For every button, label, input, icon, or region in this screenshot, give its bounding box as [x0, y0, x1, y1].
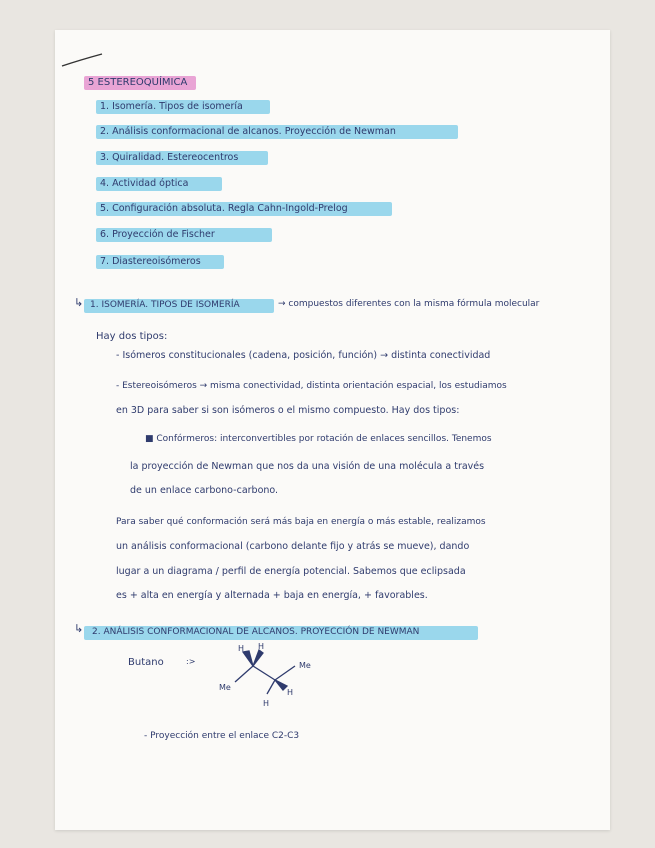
atom-h1: H [238, 644, 245, 653]
atom-h2: H [258, 642, 265, 651]
toc-item-4: 4. Actividad óptica [100, 178, 189, 189]
toc-item-3: 3. Quiralidad. Estereocentros [100, 152, 239, 163]
section1-sub1-l3: de un enlace carbono-carbono. [130, 485, 279, 496]
toc-item-6: 6. Proyección de Fischer [100, 229, 215, 240]
section2-heading: 2. ANÁLISIS CONFORMACIONAL DE ALCANOS. PROYECCIÓN DE NEWMAN [92, 627, 420, 637]
section1-para-l3: lugar a un diagrama / perfil de energía potencial. Sabemos que eclipsada [116, 566, 466, 577]
section1-para-l1: Para saber qué conformación será más baja en energía o más estable, realizamos [116, 517, 486, 527]
section2-arrow-icon: ↳ [74, 622, 84, 635]
section1-sub1-l1: ■ Confórmeros: interconvertibles por rotación de enlaces sencillos. Tenemos [145, 434, 492, 444]
chapter-title: 5 ESTEREOQUÍMICA [88, 77, 188, 88]
toc-item-5: 5. Configuración absoluta. Regla Cahn-Ingold-Prelog [100, 203, 348, 214]
section1-heading-tail: → compuestos diferentes con la misma fórmula molecular [278, 299, 540, 309]
section1-heading: 1. ISOMERÍA. TIPOS DE ISOMERÍA [90, 300, 240, 310]
section1-line2: Hay dos tipos: [96, 331, 168, 342]
atom-h3: H [287, 688, 294, 697]
notebook-page [55, 30, 610, 830]
projection-line: - Proyección entre el enlace C2-C3 [144, 731, 300, 741]
section1-bullet2-l2: en 3D para saber si son isómeros o el mismo compuesto. Hay dos tipos: [116, 405, 460, 416]
pen-stroke [60, 52, 105, 70]
atom-me1: Me [299, 661, 311, 670]
section1-bullet2-l1: - Estereoisómeros → misma conectividad, distinta orientación espacial, los estudiamos [116, 381, 507, 391]
butano-arrow: :> [186, 657, 196, 666]
atom-me2: Me [219, 683, 231, 692]
butane-structure [205, 640, 335, 710]
section1-para-l2: un análisis conformacional (carbono delante fijo y atrás se mueve), dando [116, 541, 470, 552]
section1-sub1-l2: la proyección de Newman que nos da una visión de una molécula a través [130, 461, 485, 472]
atom-h4: H [263, 699, 270, 708]
section1-bullet1: - Isómeros constitucionales (cadena, posición, función) → distinta conectividad [116, 350, 491, 361]
section1-para-l4: es + alta en energía y alternada + baja en energía, + favorables. [116, 590, 428, 601]
toc-item-1: 1. Isomería. Tipos de isomería [100, 101, 243, 112]
section1-arrow-icon: ↳ [74, 296, 84, 309]
toc-item-7: 7. Diastereoisómeros [100, 256, 201, 267]
toc-item-2: 2. Análisis conformacional de alcanos. Proyección de Newman [100, 126, 396, 137]
butano-label: Butano [128, 657, 164, 668]
